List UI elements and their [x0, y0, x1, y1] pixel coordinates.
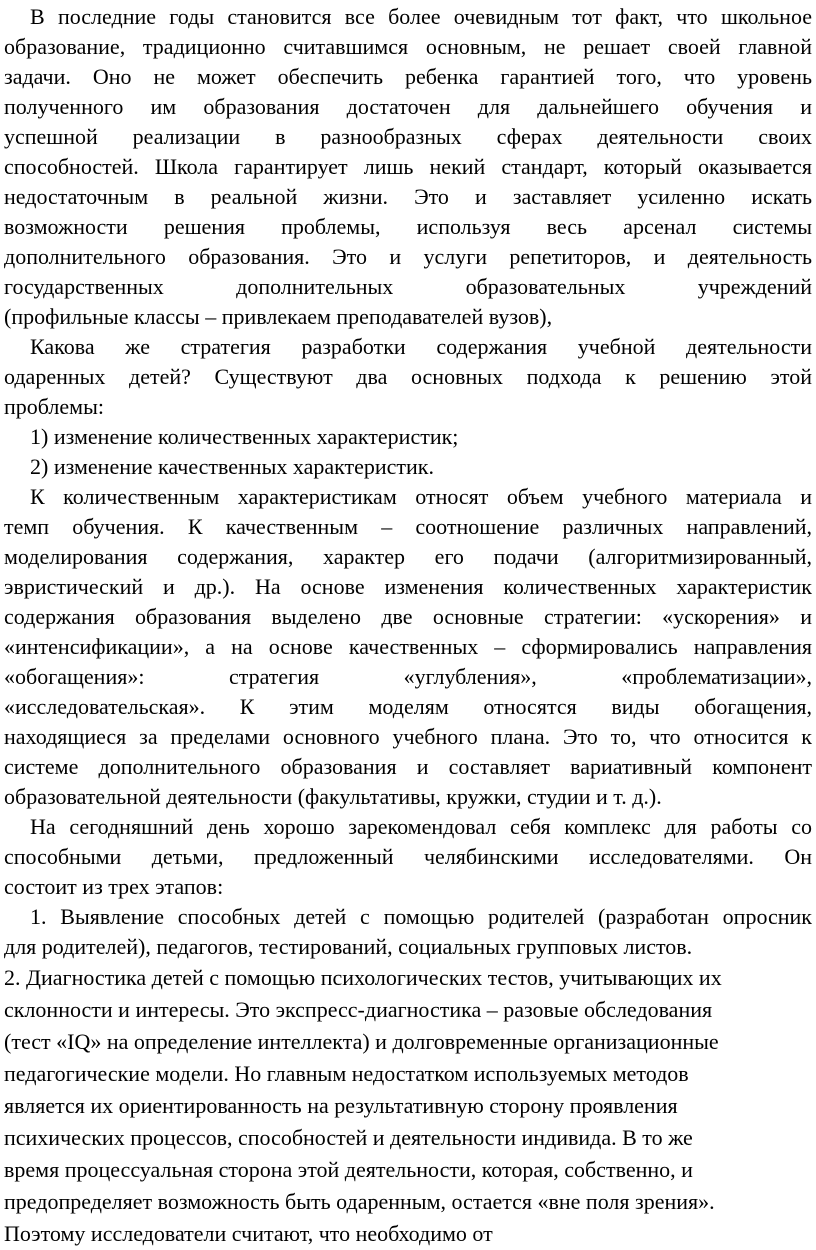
text-line: одаренных детей? Существуют два основных подхода к решению этой [4, 364, 812, 389]
text-line: эвристический и др.). На основе изменения количественных характеристик [4, 574, 812, 599]
step-diagnostics [4, 962, 812, 1250]
text-line: находящиеся за пределами основного учебного плана. Это то, что относится к [4, 724, 812, 749]
text-line: психических процессов, способностей и деятельности индивида. В то же [4, 1125, 693, 1150]
text-line: «исследовательская». К этим моделям относятся виды обогащения, [4, 694, 812, 719]
text-line: задачи. Оно не может обеспечить ребенка гарантией того, что уровень [4, 64, 812, 89]
list-item-qualitative: 2) изменение качественных характеристик. [30, 454, 434, 479]
text-line: педагогические модели. Но главным недостатком используемых методов [4, 1061, 689, 1086]
paragraph-characteristics [4, 482, 812, 812]
text-line: (профильные классы – привлекаем преподавателей вузов), [4, 304, 553, 329]
text-line: системе дополнительного образования и составляет вариативный компонент [4, 754, 812, 779]
list-item-quantitative: 1) изменение количественных характеристик; [30, 424, 459, 449]
step-identification [4, 902, 812, 962]
text-line: время процессуальная сторона этой деятельности, которая, собственно, и [4, 1157, 693, 1182]
text-line: содержания образования выделено две основные стратегии: «ускорения» и [4, 604, 812, 629]
text-line: возможности решения проблемы, используя весь арсенал системы [4, 214, 812, 239]
text-line: На сегодняшний день хорошо зарекомендовал себя комплекс для работы со [30, 814, 812, 839]
text-line: (тест «IQ» на определение интеллекта) и долговременные организационные [4, 1029, 719, 1054]
text-line: В последние годы становится все более очевидным тот факт, что школьное [30, 4, 812, 29]
text-line: дополнительного образования. Это и услуги репетиторов, и деятельность [4, 244, 812, 269]
text-line: склонности и интересы. Это экспресс-диагностика – разовые обследования [4, 997, 713, 1022]
text-line: темп обучения. К качественным – соотношение различных направлений, [4, 514, 812, 539]
text-line: предопределяет возможность быть одаренным, остается «вне поля зрения». [4, 1189, 715, 1214]
text-line: является их ориентированность на результативную сторону проявления [4, 1093, 678, 1118]
text-line: Поэтому исследователи считают, что необходимо от [4, 1221, 493, 1246]
text-line: «интенсификации», а на основе качественных – сформировались направления [4, 634, 812, 659]
text-line: способностей. Школа гарантирует лишь некий стандарт, который оказывается [4, 154, 812, 179]
paragraph-strategy-question [4, 332, 812, 422]
text-line: 1. Выявление способных детей с помощью родителей (разработан опросник [30, 904, 812, 929]
paragraph-complex [4, 812, 812, 902]
text-line: Какова же стратегия разработки содержания учебной деятельности [30, 334, 812, 359]
text-line: полученного им образования достаточен для дальнейшего обучения и [4, 94, 812, 119]
text-line: «обогащения»: стратегия «углубления», «проблематизации», [4, 664, 812, 689]
text-line: успешной реализации в разнообразных сферах деятельности своих [4, 124, 812, 149]
paragraph-intro [4, 2, 812, 332]
text-line: К количественным характеристикам относят объем учебного материала и [30, 484, 812, 509]
text-line: образование, традиционно считавшимся основным, не решает своей главной [4, 34, 812, 59]
text-line: образовательной деятельности (факультативы, кружки, студии и т. д.). [4, 784, 662, 809]
text-line: состоит из трех этапов: [4, 874, 224, 899]
text-line: проблемы: [4, 394, 104, 419]
text-line: государственных дополнительных образовательных учреждений [4, 274, 812, 299]
text-line: недостаточным в реальной жизни. Это и заставляет усиленно искать [4, 184, 812, 209]
text-line: 2. Диагностика детей с помощью психологических тестов, учитывающих их [4, 965, 722, 990]
text-line: для родителей), педагогов, тестирований, социальных групповых листов. [4, 934, 693, 959]
text-line: моделирования содержания, характер его подачи (алгоритмизированный, [4, 544, 812, 569]
text-line: способными детьми, предложенный челябинскими исследователями. Он [4, 844, 812, 869]
